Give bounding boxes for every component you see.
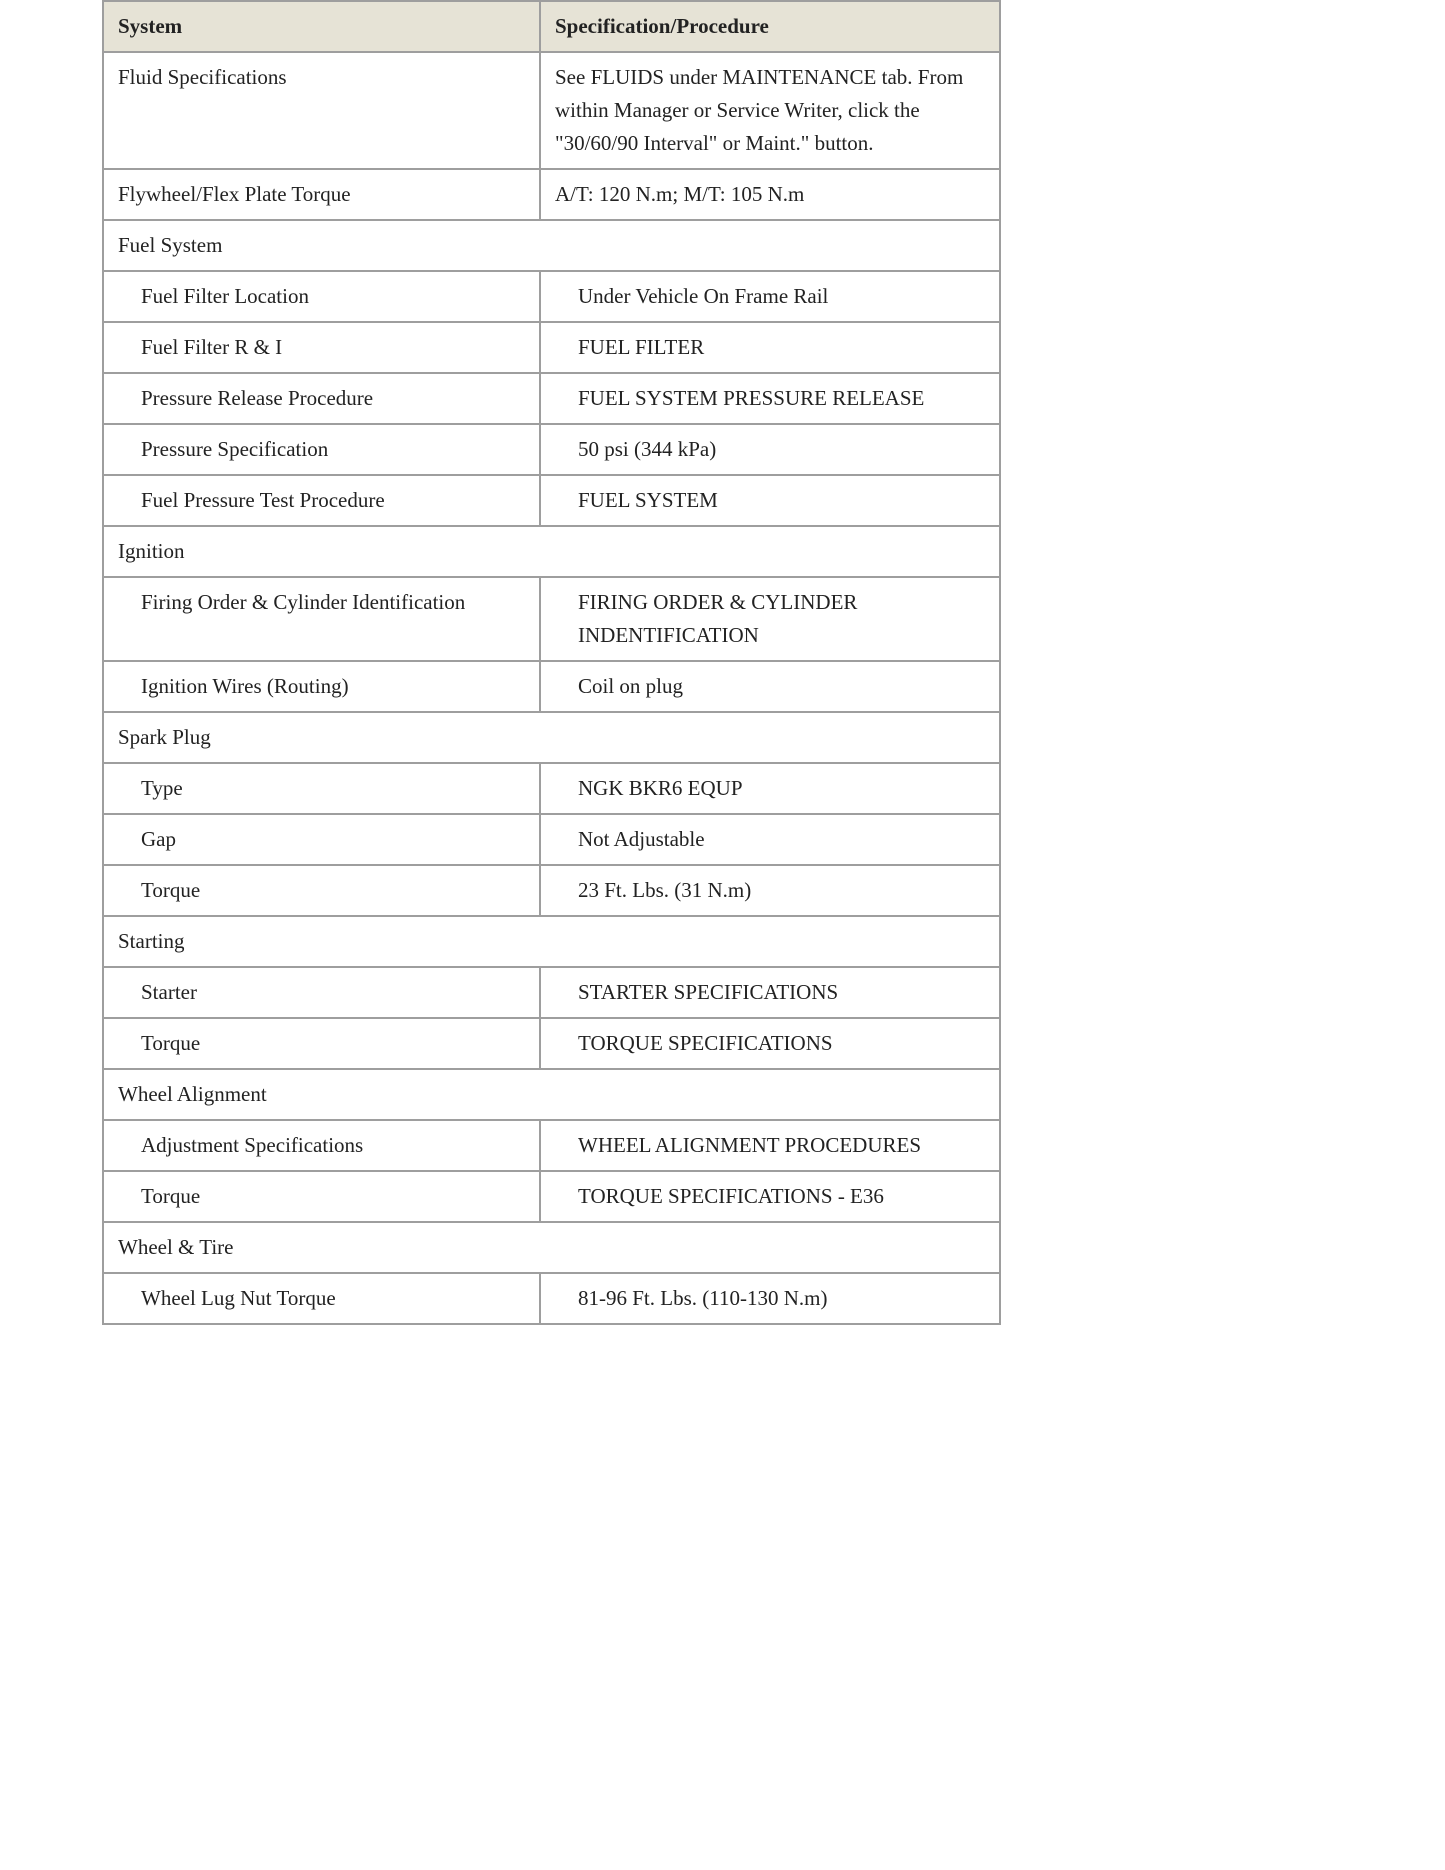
table-row: [103, 424, 1000, 475]
section-row: [103, 1069, 1000, 1120]
specification-cell: NGK BKR6 EQUP: [540, 763, 1000, 814]
specification-cell: FUEL SYSTEM PRESSURE RELEASE: [540, 373, 1000, 424]
system-cell: Wheel Lug Nut Torque: [103, 1273, 540, 1324]
system-cell: Fuel Filter Location: [103, 271, 540, 322]
table-row: [103, 322, 1000, 373]
specification-cell: WHEEL ALIGNMENT PROCEDURES: [540, 1120, 1000, 1171]
specification-cell: FUEL SYSTEM: [540, 475, 1000, 526]
spec-table-body: [103, 52, 1000, 1324]
system-cell: Torque: [103, 1018, 540, 1069]
specification-cell: STARTER SPECIFICATIONS: [540, 967, 1000, 1018]
specification-cell: TORQUE SPECIFICATIONS - E36: [540, 1171, 1000, 1222]
system-cell: Flywheel/Flex Plate Torque: [103, 169, 540, 220]
spec-table-head: [103, 1, 1000, 52]
specification-cell: TORQUE SPECIFICATIONS: [540, 1018, 1000, 1069]
specification-cell: 50 psi (344 kPa): [540, 424, 1000, 475]
table-row: [103, 169, 1000, 220]
specification-cell: Coil on plug: [540, 661, 1000, 712]
specification-cell: 81-96 Ft. Lbs. (110-130 N.m): [540, 1273, 1000, 1324]
table-row: [103, 373, 1000, 424]
table-row: [103, 577, 1000, 661]
table-row: [103, 1171, 1000, 1222]
section-row: [103, 712, 1000, 763]
table-row: [103, 475, 1000, 526]
section-heading: Wheel Alignment: [103, 1069, 1000, 1120]
specification-cell: A/T: 120 N.m; M/T: 105 N.m: [540, 169, 1000, 220]
system-cell: Torque: [103, 1171, 540, 1222]
system-cell: Firing Order & Cylinder Identification: [103, 577, 540, 661]
system-cell: Starter: [103, 967, 540, 1018]
table-row: [103, 1273, 1000, 1324]
system-cell: Pressure Specification: [103, 424, 540, 475]
section-row: [103, 220, 1000, 271]
table-row: [103, 661, 1000, 712]
system-cell: Type: [103, 763, 540, 814]
specification-cell: 23 Ft. Lbs. (31 N.m): [540, 865, 1000, 916]
system-cell: Ignition Wires (Routing): [103, 661, 540, 712]
system-cell: Pressure Release Procedure: [103, 373, 540, 424]
spec-table: [102, 0, 1001, 1325]
table-row: [103, 967, 1000, 1018]
table-row: [103, 52, 1000, 169]
system-cell: Fuel Filter R & I: [103, 322, 540, 373]
specification-cell: Under Vehicle On Frame Rail: [540, 271, 1000, 322]
section-heading: Starting: [103, 916, 1000, 967]
system-cell: Fluid Specifications: [103, 52, 540, 169]
table-row: [103, 865, 1000, 916]
specification-cell: FUEL FILTER: [540, 322, 1000, 373]
specification-cell: FIRING ORDER & CYLINDER INDENTIFICATION: [540, 577, 1000, 661]
specification-cell: Not Adjustable: [540, 814, 1000, 865]
header-system: System: [103, 1, 540, 52]
table-row: [103, 763, 1000, 814]
section-heading: Ignition: [103, 526, 1000, 577]
section-heading: Fuel System: [103, 220, 1000, 271]
section-row: [103, 916, 1000, 967]
table-row: [103, 1120, 1000, 1171]
specification-cell: See FLUIDS under MAINTENANCE tab. From within Manager or Service Writer, click the "30/60/90 Interval" or Maint." button.: [540, 52, 1000, 169]
system-cell: Adjustment Specifications: [103, 1120, 540, 1171]
system-cell: Torque: [103, 865, 540, 916]
header-row: [103, 1, 1000, 52]
table-row: [103, 814, 1000, 865]
section-heading: Spark Plug: [103, 712, 1000, 763]
table-row: [103, 1018, 1000, 1069]
section-row: [103, 1222, 1000, 1273]
section-heading: Wheel & Tire: [103, 1222, 1000, 1273]
section-row: [103, 526, 1000, 577]
table-row: [103, 271, 1000, 322]
header-specification: Specification/Procedure: [540, 1, 1000, 52]
system-cell: Fuel Pressure Test Procedure: [103, 475, 540, 526]
system-cell: Gap: [103, 814, 540, 865]
